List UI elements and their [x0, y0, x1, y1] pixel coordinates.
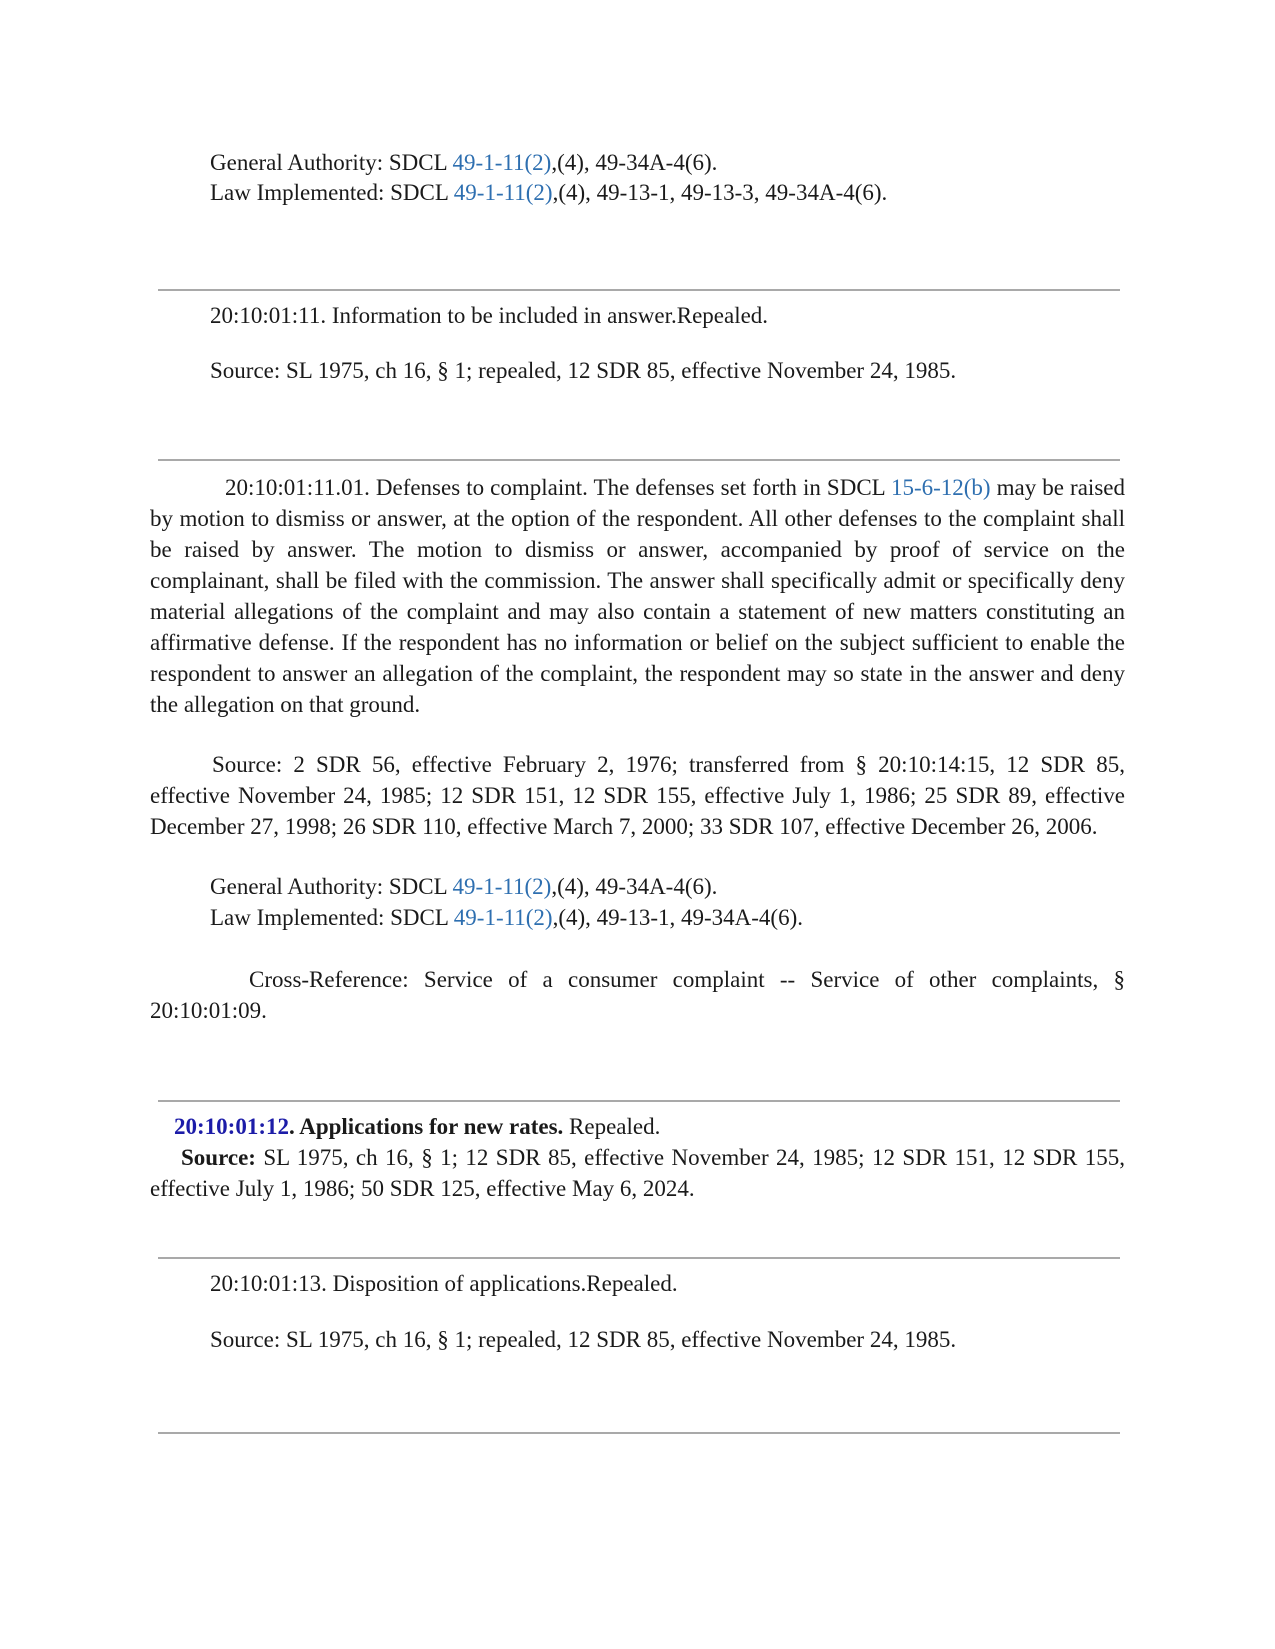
law-implemented-label: Law Implemented: SDCL: [210, 180, 454, 205]
law-implemented-label: Law Implemented: SDCL: [210, 905, 454, 930]
general-authority-rest: ,(4), 49-34A-4(6).: [551, 150, 718, 175]
section-source: Source: SL 1975, ch 16, § 1; repealed, 12 SDR 85, effective November 24, 1985.: [210, 1327, 957, 1352]
section-divider: [158, 1432, 1120, 1434]
section-number-link[interactable]: 20:10:01:12: [174, 1114, 289, 1139]
source-text: SL 1975, ch 16, § 1; 12 SDR 85, effective November 24, 1985; 12 SDR 151, 12 SDR 155, effective July 1, 1986; 50 SDR 125, effective May 6, 2024.: [150, 1145, 1125, 1201]
general-authority-label: General Authority: SDCL: [210, 874, 453, 899]
law-implemented-line: [210, 903, 803, 933]
section-source: Source: 2 SDR 56, effective February 2, 1976; transferred from § 20:10:14:15, 12 SDR 85, effective November 24, 1985; 12 SDR 151, 12 SDR 155, effective July 1, 1986; 25 SDR 89, effective December 27, 1998; 26 SDR 110, effective March 7, 2000; 33 SDR 107, effective December 26, 2006.: [150, 752, 1125, 839]
sdcl-link[interactable]: 49-1-11(2): [452, 874, 552, 899]
sdcl-link[interactable]: 15-6-12(b): [890, 475, 991, 500]
section-title: 20:10:01:11. Information to be included in answer.Repealed.: [210, 303, 769, 328]
section-divider: [158, 1100, 1120, 1102]
section-divider: [158, 459, 1120, 461]
general-authority-rest: ,(4), 49-34A-4(6).: [551, 874, 718, 899]
source-label: Source:: [181, 1145, 256, 1170]
sdcl-link[interactable]: 49-1-11(2): [452, 150, 552, 175]
section-title: 20:10:01:13. Disposition of applications.Repealed.: [210, 1271, 678, 1296]
section-divider: [158, 1257, 1120, 1259]
sdcl-link[interactable]: 49-1-11(2): [453, 905, 553, 930]
sdcl-link[interactable]: 49-1-11(2): [453, 180, 553, 205]
law-implemented-rest: ,(4), 49-13-1, 49-13-3, 49-34A-4(6).: [552, 180, 888, 205]
section-body-rest: may be raised by motion to dismiss or answer, at the option of the respondent. All other defenses to the complaint shall be raised by answer. The motion to dismiss or answer, accompanied by proof of service on the complainant, shall be filed with the commission. The answer shall specifically admit or specifically deny material allegations of the complaint and may also contain a statement of new matters constituting an affirmative defense. If the respondent has no information or belief on the subject sufficient to enable the respondent to answer an allegation of the complaint, the respondent may so state in the answer and deny the allegation on that ground.: [150, 475, 1125, 717]
section-body-start: 20:10:01:11.01. Defenses to complaint. The defenses set forth in SDCL: [225, 475, 891, 500]
section-body: [150, 472, 1125, 720]
section-heading: . Applications for new rates.: [288, 1114, 564, 1139]
general-authority-line: [210, 872, 717, 902]
general-authority-line: [210, 148, 717, 178]
section-source: [150, 1142, 1125, 1204]
section-status: Repealed.: [563, 1114, 661, 1139]
law-implemented-line: [210, 178, 887, 208]
section-divider: [158, 289, 1120, 291]
general-authority-label: General Authority: SDCL: [210, 150, 453, 175]
section-source: Source: SL 1975, ch 16, § 1; repealed, 12 SDR 85, effective November 24, 1985.: [210, 358, 957, 383]
law-implemented-rest: ,(4), 49-13-1, 49-34A-4(6).: [552, 905, 803, 930]
section-title: [150, 1111, 1125, 1142]
cross-reference: Cross-Reference: Service of a consumer complaint -- Service of other complaints, § 20:10:01:09.: [150, 967, 1125, 1023]
